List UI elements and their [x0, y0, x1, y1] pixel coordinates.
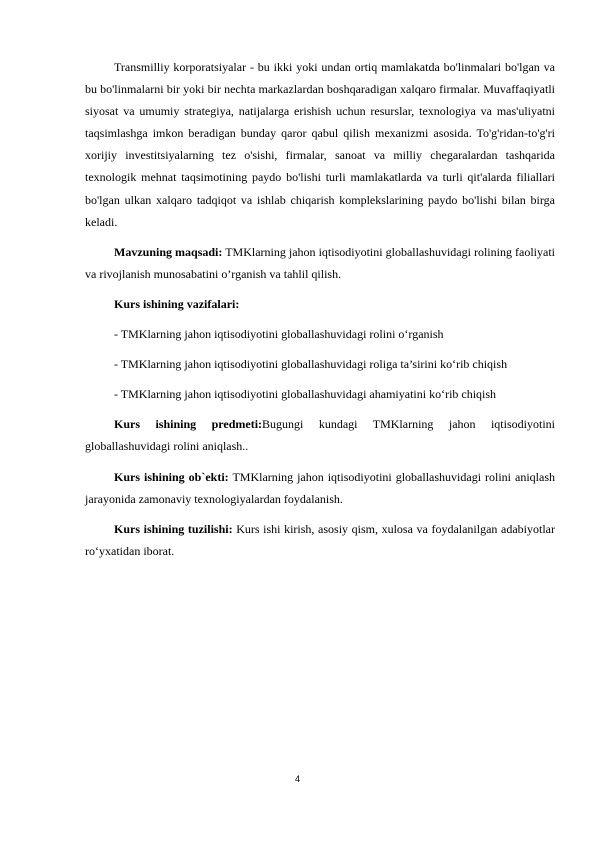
- list-item-task-2-text: - TMKlarning jahon iqtisodiyotini globallashuvidagi roliga ta’sirini ko‘rib chiqish: [114, 357, 508, 372]
- paragraph-subject-text: Bugungi kundagi TMKlarning jahon iqtisodiyotini globallashuvidagi rolini aniqlash..: [85, 417, 555, 454]
- paragraph-goal-text: TMKlarning jahon iqtisodiyotini globallashuvidagi rolining faoliyati va rivojlanish munosabatini o’rganish va tahlil qilish.: [85, 244, 555, 281]
- paragraph-subject-label: Kurs ishining predmeti:: [114, 417, 263, 432]
- page-number: 4: [294, 774, 300, 784]
- paragraph-goal: [85, 241, 555, 285]
- list-item-task-1-text: - TMKlarning jahon iqtisodiyotini globallashuvidagi rolini o‘rganish: [114, 327, 444, 342]
- list-item-task-3-text: - TMKlarning jahon iqtisodiyotini globallashuvidagi ahamiyatini ko‘rib chiqish: [114, 387, 497, 402]
- paragraph-intro: [85, 56, 555, 233]
- paragraph-goal-label: Mavzuning maqsadi:: [114, 244, 223, 259]
- paragraph-tasks-heading: [85, 293, 555, 315]
- paragraph-subject: [85, 413, 555, 457]
- list-item-task-1: [85, 323, 555, 345]
- list-item-task-2: [85, 353, 555, 375]
- paragraph-intro-text: Transmilliy korporatsiyalar - bu ikki yoki undan ortiq mamlakatda bo'linmalari bo'lgan va bu bo'linmalarni bir yoki bir nechta markazlardan boshqaradigan xalqaro firmalar. Muvaffaqiyatli siyosat va umumiy strategiya, natijalarga erishish uchun resurslar, texnologiya va mas'uliyatni taqsimlashga imkon beradigan bunday qaror qabul qilish mexanizmi asosida. To'g'ridan-to'g'ri xorijiy investitsiyalarning tez o'sishi, firmalar, sanoat va milliy chegaralardan tashqarida texnologik mehnat taqsimotining paydo bo'lishi turli mamlakatlarda va turli qit'alarda filiallari bo'lgan ulkan xalqaro tadqiqot va ishlab chiqarish komplekslarining paydo bo'lishi bilan birga keladi.: [85, 60, 555, 229]
- paragraph-structure-text: Kurs ishi kirish, asosiy qism, xulosa va foydalanilgan adabiyotlar ro‘yxatidan iborat.: [85, 521, 556, 558]
- paragraph-structure-label: Kurs ishining tuzilishi:: [114, 521, 233, 536]
- page-body: [85, 56, 555, 570]
- paragraph-structure: [85, 518, 555, 562]
- paragraph-tasks-heading-label: Kurs ishining vazifalari:: [114, 296, 240, 311]
- paragraph-object-text: TMKlarning jahon iqtisodiyotini globallashuvidagi rolini aniqlash jarayonida zamonaviy texnologiyalardan foydalanish.: [85, 469, 555, 506]
- paragraph-object-label: Kurs ishining ob`ekti:: [114, 469, 229, 484]
- paragraph-object: [85, 466, 555, 510]
- list-item-task-3: [85, 383, 555, 405]
